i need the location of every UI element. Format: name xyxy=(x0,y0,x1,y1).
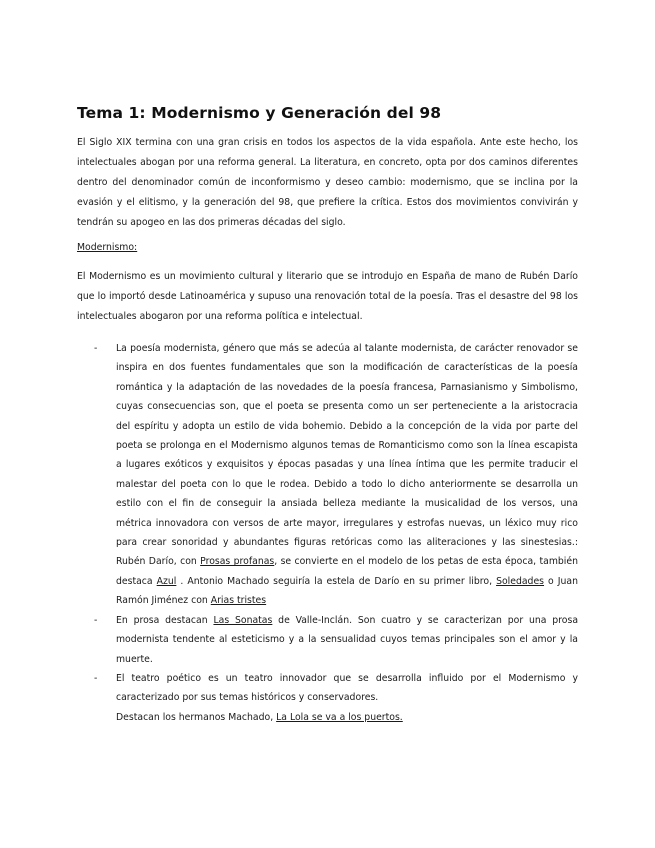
bullet-text: , se convierte en el modelo de los petas de esta época, también destaca xyxy=(116,556,578,587)
list-item-teatro xyxy=(77,669,578,708)
bullet-dash: - xyxy=(94,672,98,684)
intro-paragraph: El Siglo XIX termina con una gran crisis en todos los aspectos de la vida española. Ante este hecho, los intelectuales abogan por una reforma general. La literatura, en concreto, opta por dos caminos diferentes dentro del denominador común de inconformismo y deseo cambio: modernismo, que se inclina por la evasión y el elitismo, y la generación del 98, que prefiere la crítica. Estos dos movimientos convivirán y tendrán su apogeo en las dos primeras décadas del siglo. xyxy=(77,137,578,228)
list-item-prosa xyxy=(77,611,578,669)
work-title-arias-tristes: Arias tristes xyxy=(210,595,267,607)
bullet-dash: - xyxy=(94,343,98,354)
bullet-text: En prosa destacan xyxy=(116,614,214,626)
work-title-las-sonatas: Las Sonatas xyxy=(213,614,273,626)
bullet-text: La poesía modernista, género que más se adecúa al talante modernista, de carácter renovador se inspira en dos fuentes fundamentales que son la modificación de características de la poesía romántica y la adaptación de las novedades de la poesía francesa, Parnasianismo y Simbolismo, cuyas consecuencias son, que el poeta se presenta como un ser perteneciente a la aristocracia del espíritu y adopta un estilo de vida bohemio. Debido a la concepción de la vida por parte del poeta se prolonga en el Modernismo algunos temas de Romanticismo como son la línea escapista a lugares exóticos y exquisitos y épocas pasadas y una línea íntima que les permite traducir el malestar del poeta con lo que le rodea. Debido a todo lo dicho anteriormente se desarrolla un estilo con el fin de conseguir la ansiada belleza mediante la musicalidad de los versos, una métrica innovadora con versos de arte mayor, irregulares y estrofas nuevas, un léxico muy rico para crear sonoridad y abundantes figuras retóricas como las aliteraciones y las sinestesias.: Rubén Darío, con xyxy=(116,343,578,568)
teatro-authors-line xyxy=(77,708,578,727)
document-content xyxy=(77,104,578,727)
work-title-soledades: Soledades xyxy=(496,575,545,587)
modernismo-intro-paragraph: El Modernismo es un movimiento cultural y literario que se introdujo en España de mano de Rubén Darío que lo importó desde Latinoamérica y supuso una renovación total de la poesía. Tras el desastre del 98 los intelectuales abogaron por una reforma política e intelectual. xyxy=(77,271,578,322)
document-title: Tema 1: Modernismo y Generación del 98 xyxy=(77,104,442,122)
list-item-poesia xyxy=(77,339,578,611)
bullet-list xyxy=(77,339,578,708)
bullet-text: de Valle-Inclán. Son cuatro y se caracterizan por una prosa modernista tendente al esteticismo y a la sensualidad cuyos temas principales son el amor y la muerte. xyxy=(116,614,579,665)
bullet-text: . Antonio Machado seguiría la estela de Darío en su primer libro, xyxy=(176,575,497,587)
bullet-dash: - xyxy=(94,614,98,626)
work-title-prosas-profanas: Prosas profanas xyxy=(200,556,275,568)
bullet-text: o Juan Ramón Jiménez con xyxy=(116,575,578,607)
section-heading-modernismo: Modernismo: xyxy=(77,242,138,253)
work-title-la-lola: La Lola se va a los puertos. xyxy=(276,711,403,723)
line-text: Destacan los hermanos Machado, xyxy=(116,711,277,723)
work-title-azul: Azul xyxy=(156,575,177,587)
bullet-text: El teatro poético es un teatro innovador que se desarrolla influido por el Modernismo y caracterizado por sus temas históricos y conservadores. xyxy=(116,672,578,704)
